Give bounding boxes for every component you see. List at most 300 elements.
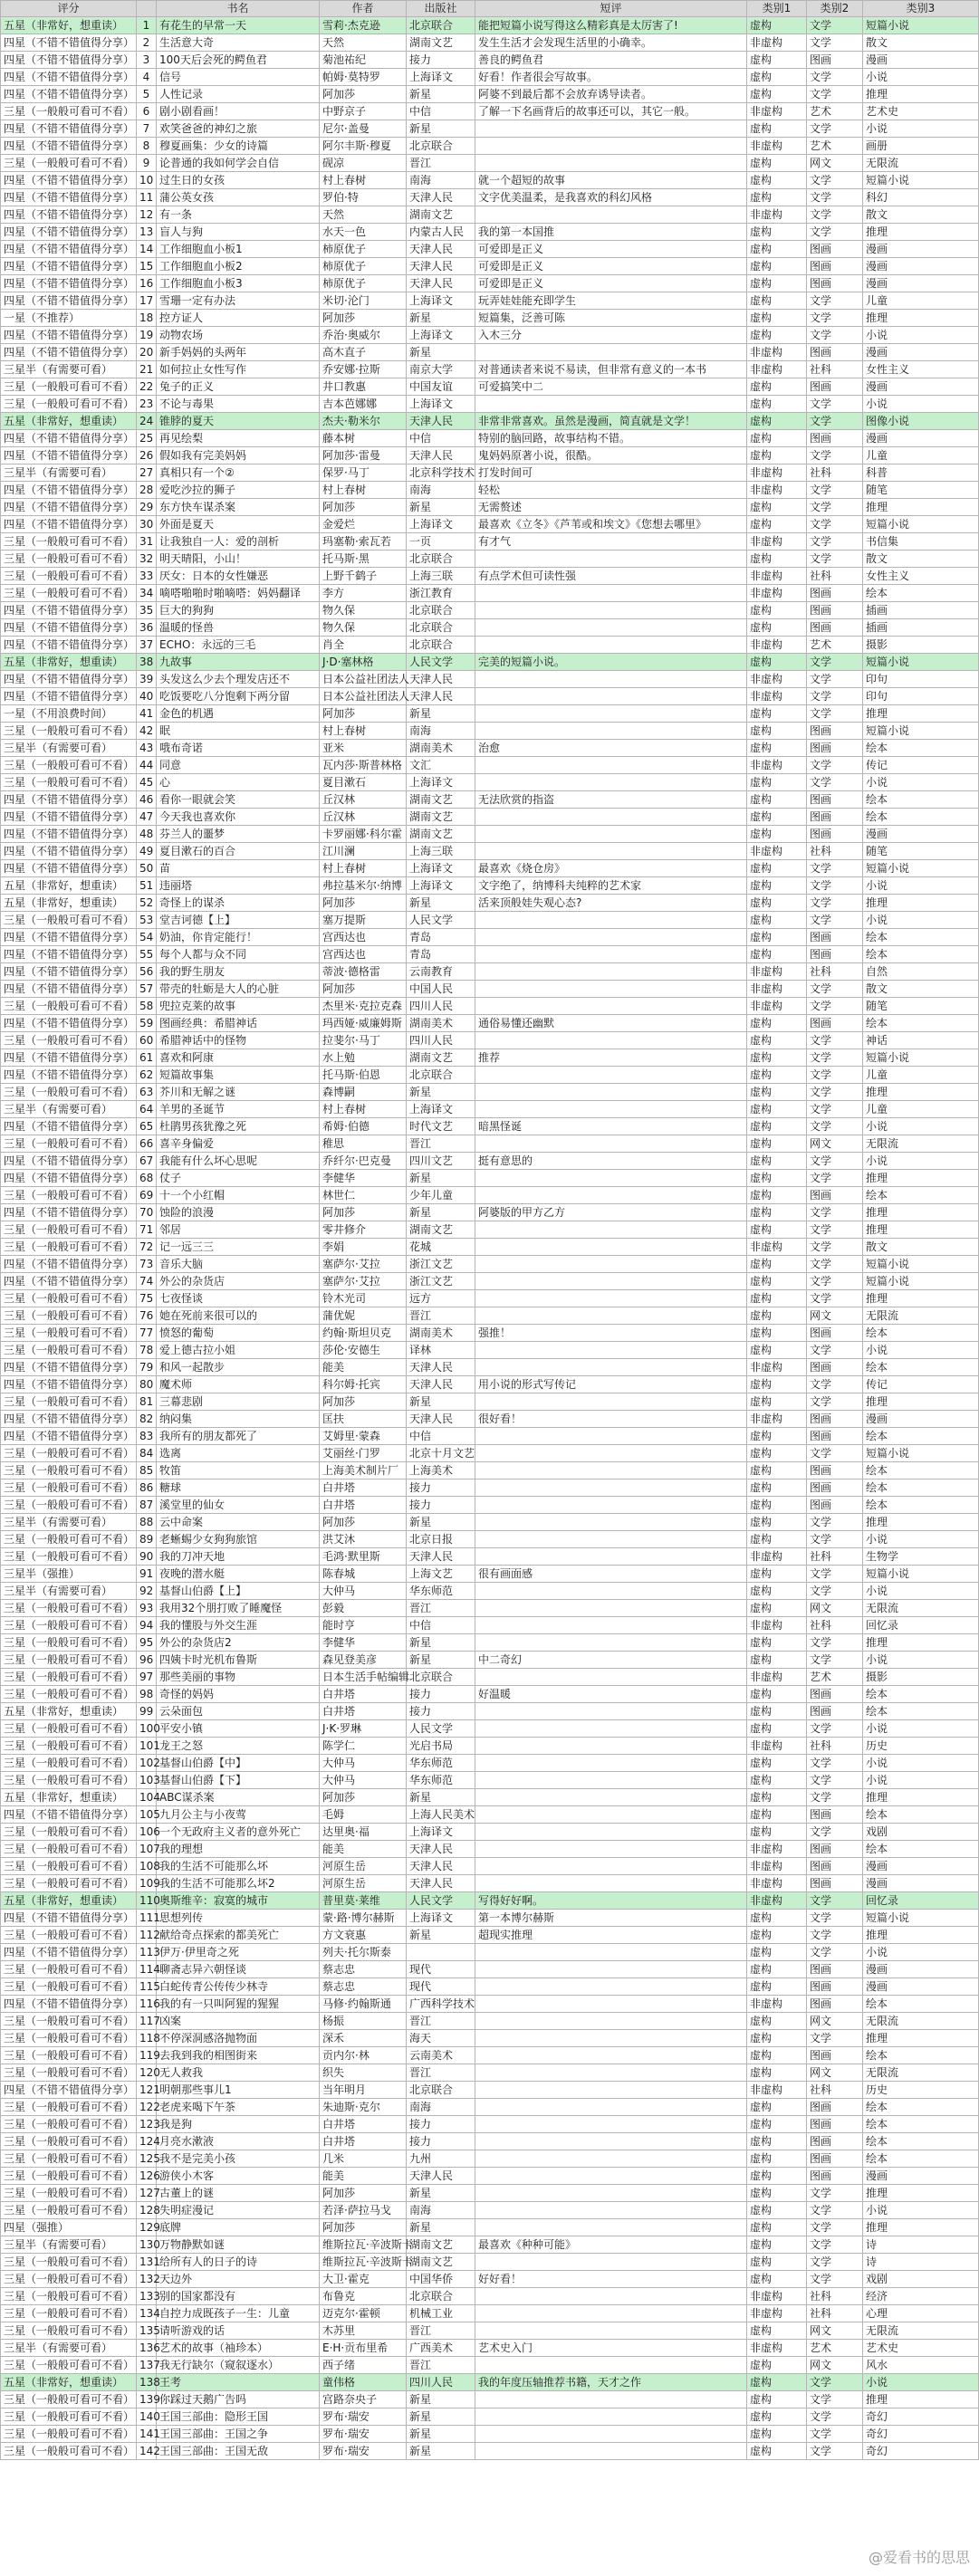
cell-comment[interactable] <box>475 843 747 860</box>
cell-comment[interactable] <box>475 1084 747 1101</box>
cell-category3[interactable]: 短篇小说 <box>863 723 979 740</box>
cell-title[interactable]: 老虎来喝下午茶 <box>157 2099 320 2116</box>
cell-author[interactable]: 李娟 <box>320 1239 407 1256</box>
cell-index[interactable]: 3 <box>137 52 157 69</box>
cell-comment[interactable] <box>475 1359 747 1376</box>
cell-category2[interactable]: 文学 <box>807 774 863 791</box>
cell-publisher[interactable]: 接力 <box>407 1686 475 1703</box>
cell-publisher[interactable]: 机械工业 <box>407 2305 475 2322</box>
cell-title[interactable]: 我的野生朋友 <box>157 963 320 981</box>
cell-category2[interactable]: 文学 <box>807 2271 863 2288</box>
cell-author[interactable]: 乔纤尔·巴克曼 <box>320 1153 407 1170</box>
cell-category3[interactable]: 绘本 <box>863 1015 979 1032</box>
cell-author[interactable]: 陈学仁 <box>320 1738 407 1755</box>
cell-publisher[interactable]: 天津人民 <box>407 189 475 206</box>
cell-author[interactable]: 水上勉 <box>320 1049 407 1067</box>
cell-comment[interactable]: 很有画面感 <box>475 1566 747 1583</box>
cell-publisher[interactable]: 天津人民 <box>407 1841 475 1858</box>
cell-title[interactable]: 喜欢和阿康 <box>157 1049 320 1067</box>
cell-title[interactable]: 那些美丽的事物 <box>157 1669 320 1686</box>
cell-index[interactable]: 2 <box>137 34 157 52</box>
cell-rating[interactable]: 三星（一般般可看可不看） <box>1 1961 137 1978</box>
cell-category3[interactable]: 散文 <box>863 34 979 52</box>
cell-index[interactable]: 93 <box>137 1600 157 1617</box>
cell-index[interactable]: 119 <box>137 2047 157 2064</box>
cell-rating[interactable]: 三星（一般般可看可不看） <box>1 2064 137 2082</box>
cell-author[interactable]: 阿加莎·雷曼 <box>320 447 407 464</box>
cell-category3[interactable]: 插画 <box>863 619 979 637</box>
cell-category1[interactable]: 虚构 <box>747 1772 807 1789</box>
cell-rating[interactable]: 三星（一般般可看可不看） <box>1 1084 137 1101</box>
cell-title[interactable]: 图画经典：希腊神话 <box>157 1015 320 1032</box>
cell-category3[interactable]: 绘本 <box>863 1428 979 1445</box>
cell-category2[interactable]: 文学 <box>807 2443 863 2460</box>
cell-publisher[interactable]: 华东师范 <box>407 1772 475 1789</box>
cell-index[interactable]: 106 <box>137 1824 157 1841</box>
cell-rating[interactable]: 三星（一般般可看可不看） <box>1 378 137 396</box>
cell-category1[interactable]: 虚构 <box>747 1307 807 1325</box>
cell-comment[interactable]: 挺有意思的 <box>475 1153 747 1170</box>
cell-category2[interactable]: 网文 <box>807 2064 863 2082</box>
cell-title[interactable]: 每个人都与众不同 <box>157 946 320 963</box>
cell-title[interactable]: 外公的杂货店2 <box>157 1634 320 1652</box>
cell-category1[interactable]: 虚构 <box>747 327 807 344</box>
cell-rating[interactable]: 三星（一般般可看可不看） <box>1 103 137 120</box>
cell-title[interactable]: 新手妈妈的头两年 <box>157 344 320 361</box>
cell-comment[interactable]: 活来顶般娃失观心态? <box>475 895 747 912</box>
cell-category1[interactable]: 虚构 <box>747 1221 807 1239</box>
cell-index[interactable]: 5 <box>137 86 157 103</box>
cell-rating[interactable]: 三星（一般般可看可不看） <box>1 1634 137 1652</box>
cell-index[interactable]: 138 <box>137 2374 157 2391</box>
cell-publisher[interactable]: 上海译文 <box>407 327 475 344</box>
cell-category3[interactable]: 绘本 <box>863 1703 979 1720</box>
cell-comment[interactable]: 通俗易懂还幽默 <box>475 1015 747 1032</box>
cell-category3[interactable]: 绘本 <box>863 1996 979 2013</box>
cell-category3[interactable]: 绘本 <box>863 740 979 757</box>
cell-title[interactable]: 眠 <box>157 723 320 740</box>
cell-comment[interactable] <box>475 1531 747 1548</box>
cell-category3[interactable]: 小说 <box>863 1153 979 1170</box>
cell-index[interactable]: 98 <box>137 1686 157 1703</box>
cell-author[interactable]: 中野京子 <box>320 103 407 120</box>
cell-rating[interactable]: 三星半（强推） <box>1 1566 137 1583</box>
cell-author[interactable]: 塞万提斯 <box>320 912 407 929</box>
cell-author[interactable]: 蒲优妮 <box>320 1307 407 1325</box>
cell-title[interactable]: 工作细胞血小板1 <box>157 241 320 258</box>
cell-category1[interactable]: 虚构 <box>747 2047 807 2064</box>
cell-comment[interactable] <box>475 2426 747 2443</box>
cell-category3[interactable]: 推理 <box>863 1204 979 1221</box>
cell-author[interactable]: 塞萨尔·艾拉 <box>320 1256 407 1273</box>
cell-category2[interactable]: 网文 <box>807 155 863 172</box>
cell-category3[interactable]: 绘本 <box>863 1497 979 1514</box>
cell-category3[interactable]: 漫画 <box>863 1875 979 1892</box>
cell-rating[interactable]: 三星（一般般可看可不看） <box>1 1531 137 1548</box>
cell-category2[interactable]: 艺术 <box>807 637 863 654</box>
cell-comment[interactable]: 暗黑怪诞 <box>475 1118 747 1135</box>
cell-category1[interactable]: 非虚构 <box>747 361 807 378</box>
cell-index[interactable]: 102 <box>137 1755 157 1772</box>
cell-author[interactable]: 乔治·奥威尔 <box>320 327 407 344</box>
cell-category1[interactable]: 虚构 <box>747 826 807 843</box>
cell-author[interactable]: 蔡志忠 <box>320 1961 407 1978</box>
cell-comment[interactable] <box>475 344 747 361</box>
cell-rating[interactable]: 三星半（有需要可看） <box>1 1514 137 1531</box>
cell-rating[interactable]: 四星（不错不错值得分享） <box>1 1910 137 1927</box>
cell-author[interactable]: 井口教惠 <box>320 378 407 396</box>
cell-category1[interactable]: 非虚构 <box>747 464 807 482</box>
cell-category2[interactable]: 文学 <box>807 877 863 895</box>
cell-comment[interactable] <box>475 2013 747 2030</box>
cell-category3[interactable]: 绘本 <box>863 1480 979 1497</box>
cell-publisher[interactable]: 接力 <box>407 1480 475 1497</box>
cell-comment[interactable]: 第一本博尔赫斯 <box>475 1910 747 1927</box>
cell-title[interactable]: 动物农场 <box>157 327 320 344</box>
cell-category1[interactable]: 虚构 <box>747 1703 807 1720</box>
column-header-title[interactable]: 书名 <box>157 1 320 17</box>
cell-publisher[interactable]: 湖南文艺 <box>407 826 475 843</box>
cell-author[interactable]: 宫路奈央子 <box>320 2391 407 2408</box>
cell-index[interactable]: 86 <box>137 1480 157 1497</box>
cell-title[interactable]: 心 <box>157 774 320 791</box>
cell-category1[interactable]: 虚构 <box>747 723 807 740</box>
cell-author[interactable]: 毛姆 <box>320 1806 407 1824</box>
cell-index[interactable]: 50 <box>137 860 157 877</box>
cell-publisher[interactable]: 新星 <box>407 86 475 103</box>
cell-category1[interactable]: 非虚构 <box>747 34 807 52</box>
cell-comment[interactable]: 我的年度压轴推荐书籍，天才之作 <box>475 2374 747 2391</box>
cell-category2[interactable]: 文学 <box>807 1393 863 1411</box>
cell-title[interactable]: 信号 <box>157 69 320 86</box>
cell-index[interactable]: 22 <box>137 378 157 396</box>
cell-index[interactable]: 24 <box>137 413 157 430</box>
cell-index[interactable]: 126 <box>137 2168 157 2185</box>
cell-author[interactable]: 天然 <box>320 34 407 52</box>
cell-comment[interactable]: 无需赘述 <box>475 499 747 516</box>
cell-comment[interactable] <box>475 1239 747 1256</box>
cell-index[interactable]: 111 <box>137 1910 157 1927</box>
cell-category2[interactable]: 图画 <box>807 1961 863 1978</box>
cell-author[interactable]: 上海美术制片厂 <box>320 1462 407 1480</box>
cell-publisher[interactable]: 北京联合 <box>407 1067 475 1084</box>
cell-category3[interactable]: 短篇小说 <box>863 1445 979 1462</box>
cell-category3[interactable]: 心理 <box>863 2305 979 2322</box>
cell-author[interactable]: 莎伦·安德生 <box>320 1342 407 1359</box>
cell-category2[interactable]: 图画 <box>807 241 863 258</box>
cell-author[interactable]: 村上春树 <box>320 860 407 877</box>
cell-index[interactable]: 1 <box>137 17 157 34</box>
cell-category3[interactable]: 奇幻 <box>863 2408 979 2426</box>
cell-author[interactable]: 夏目漱石 <box>320 774 407 791</box>
cell-title[interactable]: 哦布奇诺 <box>157 740 320 757</box>
cell-category1[interactable]: 虚构 <box>747 1720 807 1738</box>
cell-category1[interactable]: 虚构 <box>747 2116 807 2133</box>
cell-category2[interactable]: 文学 <box>807 34 863 52</box>
cell-title[interactable]: 我的生活不可能那么坏2 <box>157 1875 320 1892</box>
cell-publisher[interactable]: 新星 <box>407 120 475 138</box>
cell-category3[interactable]: 漫画 <box>863 826 979 843</box>
cell-publisher[interactable]: 接力 <box>407 2116 475 2133</box>
cell-title[interactable]: 如何拉止女性写作 <box>157 361 320 378</box>
cell-publisher[interactable]: 新星 <box>407 1393 475 1411</box>
cell-rating[interactable]: 三星（一般般可看可不看） <box>1 2357 137 2374</box>
cell-author[interactable]: 阿加莎 <box>320 895 407 912</box>
cell-category1[interactable]: 非虚构 <box>747 1875 807 1892</box>
cell-publisher[interactable]: 湖南文艺 <box>407 34 475 52</box>
cell-publisher[interactable]: 译林 <box>407 1342 475 1359</box>
cell-rating[interactable]: 三星（一般般可看可不看） <box>1 1325 137 1342</box>
cell-category1[interactable]: 虚构 <box>747 895 807 912</box>
cell-category1[interactable]: 虚构 <box>747 1325 807 1342</box>
cell-category1[interactable]: 虚构 <box>747 1170 807 1187</box>
cell-category3[interactable]: 艺术史 <box>863 103 979 120</box>
cell-category1[interactable]: 虚构 <box>747 1566 807 1583</box>
cell-title[interactable]: 十一个小红帽 <box>157 1187 320 1204</box>
cell-author[interactable]: 匡扶 <box>320 1411 407 1428</box>
cell-title[interactable]: 你踩过天鹅广告吗 <box>157 2391 320 2408</box>
cell-title[interactable]: 我的懂股与外交生涯 <box>157 1617 320 1634</box>
cell-index[interactable]: 32 <box>137 551 157 568</box>
cell-category2[interactable]: 艺术 <box>807 138 863 155</box>
cell-category3[interactable]: 漫画 <box>863 1858 979 1875</box>
cell-rating[interactable]: 五星（非常好，想重读） <box>1 2374 137 2391</box>
cell-title[interactable]: 让我独自一人：爱的剖析 <box>157 533 320 551</box>
cell-category2[interactable]: 文学 <box>807 1445 863 1462</box>
cell-rating[interactable]: 四星（不错不错值得分享） <box>1 120 137 138</box>
cell-index[interactable]: 26 <box>137 447 157 464</box>
cell-category3[interactable]: 漫画 <box>863 1411 979 1428</box>
cell-category3[interactable]: 绘本 <box>863 809 979 826</box>
cell-comment[interactable]: 入木三分 <box>475 327 747 344</box>
cell-category3[interactable]: 儿童 <box>863 447 979 464</box>
cell-author[interactable]: 达里奥·福 <box>320 1824 407 1841</box>
cell-rating[interactable]: 四星（不错不错值得分享） <box>1 602 137 619</box>
cell-title[interactable]: 违丽塔 <box>157 877 320 895</box>
cell-index[interactable]: 51 <box>137 877 157 895</box>
cell-author[interactable]: 阿尔丰斯·穆夏 <box>320 138 407 155</box>
cell-publisher[interactable]: 广西科学技术 <box>407 1996 475 2013</box>
cell-title[interactable]: 爱上德古拉小姐 <box>157 1342 320 1359</box>
cell-category3[interactable]: 漫画 <box>863 344 979 361</box>
cell-title[interactable]: 纳闷集 <box>157 1411 320 1428</box>
cell-index[interactable]: 36 <box>137 619 157 637</box>
cell-publisher[interactable]: 新星 <box>407 1170 475 1187</box>
cell-category2[interactable]: 社科 <box>807 464 863 482</box>
cell-rating[interactable]: 四星（不错不错值得分享） <box>1 138 137 155</box>
cell-rating[interactable]: 四星（不错不错值得分享） <box>1 258 137 275</box>
cell-category2[interactable]: 图画 <box>807 585 863 602</box>
cell-comment[interactable] <box>475 2391 747 2408</box>
cell-author[interactable]: 白井塔 <box>320 2116 407 2133</box>
cell-category3[interactable]: 画册 <box>863 138 979 155</box>
cell-index[interactable]: 130 <box>137 2236 157 2254</box>
cell-category2[interactable]: 图画 <box>807 1462 863 1480</box>
cell-author[interactable]: 瓦内莎·斯普林格 <box>320 757 407 774</box>
cell-index[interactable]: 97 <box>137 1669 157 1686</box>
cell-title[interactable]: 月亮水漱液 <box>157 2133 320 2150</box>
cell-title[interactable]: 生活意大奇 <box>157 34 320 52</box>
cell-category2[interactable]: 文学 <box>807 1772 863 1789</box>
cell-category2[interactable]: 网文 <box>807 1307 863 1325</box>
cell-author[interactable]: 日本公益社团法人 <box>320 671 407 688</box>
cell-category1[interactable]: 非虚构 <box>747 1892 807 1910</box>
cell-author[interactable]: 能美 <box>320 1841 407 1858</box>
cell-index[interactable]: 43 <box>137 740 157 757</box>
cell-category1[interactable]: 虚构 <box>747 396 807 413</box>
cell-comment[interactable]: 了解一下名画背后的故事还可以，其它一般。 <box>475 103 747 120</box>
cell-comment[interactable] <box>475 619 747 637</box>
cell-author[interactable]: 丘汉林 <box>320 809 407 826</box>
cell-author[interactable]: 肖全 <box>320 637 407 654</box>
cell-category1[interactable]: 虚构 <box>747 1961 807 1978</box>
cell-comment[interactable] <box>475 2064 747 2082</box>
cell-category1[interactable]: 虚构 <box>747 2374 807 2391</box>
cell-comment[interactable] <box>475 757 747 774</box>
cell-category2[interactable]: 文学 <box>807 2185 863 2202</box>
cell-title[interactable]: 天边外 <box>157 2271 320 2288</box>
cell-rating[interactable]: 一星（不推荐） <box>1 310 137 327</box>
cell-title[interactable]: 堂吉诃德【上】 <box>157 912 320 929</box>
cell-category1[interactable]: 虚构 <box>747 447 807 464</box>
cell-publisher[interactable]: 广西美术 <box>407 2340 475 2357</box>
cell-rating[interactable]: 三星（一般般可看可不看） <box>1 2391 137 2408</box>
cell-category2[interactable]: 文学 <box>807 1256 863 1273</box>
cell-index[interactable]: 30 <box>137 516 157 533</box>
cell-category1[interactable]: 虚构 <box>747 1153 807 1170</box>
cell-title[interactable]: 一个无政府主义者的意外死亡 <box>157 1824 320 1841</box>
cell-category1[interactable]: 非虚构 <box>747 981 807 998</box>
cell-category3[interactable]: 小说 <box>863 877 979 895</box>
cell-comment[interactable]: 我的第一本国推 <box>475 224 747 241</box>
cell-category3[interactable]: 推理 <box>863 1514 979 1531</box>
cell-author[interactable]: 朱迪斯·克尔 <box>320 2099 407 2116</box>
cell-category3[interactable]: 插画 <box>863 602 979 619</box>
cell-title[interactable]: 喜辛身偏爱 <box>157 1135 320 1153</box>
cell-title[interactable]: 云中命案 <box>157 1514 320 1531</box>
cell-category2[interactable]: 文学 <box>807 1032 863 1049</box>
cell-comment[interactable]: 鬼妈妈原著小说，很酷。 <box>475 447 747 464</box>
cell-publisher[interactable]: 新星 <box>407 705 475 723</box>
cell-index[interactable]: 40 <box>137 688 157 705</box>
cell-category1[interactable]: 虚构 <box>747 654 807 671</box>
cell-title[interactable]: ABC谋杀案 <box>157 1789 320 1806</box>
cell-publisher[interactable]: 上海译文 <box>407 774 475 791</box>
cell-index[interactable]: 107 <box>137 1841 157 1858</box>
cell-comment[interactable] <box>475 155 747 172</box>
cell-rating[interactable]: 三星半（有需要可看） <box>1 361 137 378</box>
cell-title[interactable]: 失明症漫记 <box>157 2202 320 2219</box>
cell-comment[interactable] <box>475 1634 747 1652</box>
cell-comment[interactable]: 无法欣赏的指盗 <box>475 791 747 809</box>
cell-category2[interactable]: 文学 <box>807 1755 863 1772</box>
cell-category2[interactable]: 文学 <box>807 2030 863 2047</box>
cell-comment[interactable]: 文字绝了，纳博科夫纯粹的艺术家 <box>475 877 747 895</box>
cell-category3[interactable]: 无限流 <box>863 1135 979 1153</box>
cell-author[interactable]: 白井塔 <box>320 1480 407 1497</box>
cell-title[interactable]: 欢笑爸爸的神幻之旅 <box>157 120 320 138</box>
cell-title[interactable]: 过生日的女孩 <box>157 172 320 189</box>
cell-category2[interactable]: 图画 <box>807 809 863 826</box>
cell-rating[interactable]: 三星（一般般可看可不看） <box>1 1187 137 1204</box>
cell-category2[interactable]: 社科 <box>807 361 863 378</box>
cell-category3[interactable]: 小说 <box>863 1342 979 1359</box>
cell-category2[interactable]: 图画 <box>807 1875 863 1892</box>
cell-rating[interactable]: 三星（一般般可看可不看） <box>1 1032 137 1049</box>
cell-publisher[interactable]: 云南教育 <box>407 963 475 981</box>
cell-category1[interactable]: 虚构 <box>747 1531 807 1548</box>
cell-title[interactable]: 金色的机遇 <box>157 705 320 723</box>
cell-publisher[interactable]: 新星 <box>407 2219 475 2236</box>
cell-category2[interactable]: 图画 <box>807 275 863 292</box>
cell-author[interactable]: 托马斯·伯恩 <box>320 1067 407 1084</box>
cell-title[interactable]: 老蜥蜴少女狗狗旅馆 <box>157 1531 320 1548</box>
cell-comment[interactable]: 好好看！ <box>475 2271 747 2288</box>
cell-category3[interactable]: 推理 <box>863 2185 979 2202</box>
cell-index[interactable]: 74 <box>137 1273 157 1290</box>
cell-comment[interactable] <box>475 2219 747 2236</box>
cell-publisher[interactable]: 人民文学 <box>407 912 475 929</box>
cell-publisher[interactable]: 北京联合 <box>407 619 475 637</box>
cell-publisher[interactable]: 中信 <box>407 103 475 120</box>
cell-category2[interactable]: 文学 <box>807 1239 863 1256</box>
cell-rating[interactable]: 四星（不错不错值得分享） <box>1 826 137 843</box>
cell-author[interactable]: 能美 <box>320 2168 407 2185</box>
cell-publisher[interactable]: 晋江 <box>407 2013 475 2030</box>
cell-publisher[interactable]: 中国人民 <box>407 981 475 998</box>
cell-category3[interactable]: 小说 <box>863 120 979 138</box>
cell-rating[interactable]: 四星（不错不错值得分享） <box>1 981 137 998</box>
cell-publisher[interactable]: 新星 <box>407 1204 475 1221</box>
cell-category3[interactable]: 小说 <box>863 1531 979 1548</box>
cell-category1[interactable]: 虚构 <box>747 1824 807 1841</box>
cell-index[interactable]: 80 <box>137 1376 157 1393</box>
cell-category3[interactable]: 绘本 <box>863 946 979 963</box>
cell-publisher[interactable]: 北京联合 <box>407 17 475 34</box>
cell-comment[interactable]: 超现实推理 <box>475 1927 747 1944</box>
cell-comment[interactable] <box>475 1703 747 1720</box>
cell-publisher[interactable]: 上海译文 <box>407 516 475 533</box>
cell-category1[interactable]: 虚构 <box>747 499 807 516</box>
cell-comment[interactable] <box>475 551 747 568</box>
cell-author[interactable]: 木苏里 <box>320 2322 407 2340</box>
cell-category1[interactable]: 虚构 <box>747 1514 807 1531</box>
cell-publisher[interactable]: 新星 <box>407 1789 475 1806</box>
cell-rating[interactable]: 四星（不错不错值得分享） <box>1 1996 137 2013</box>
cell-comment[interactable]: 很好看！ <box>475 1411 747 1428</box>
cell-category3[interactable]: 传记 <box>863 757 979 774</box>
cell-comment[interactable] <box>475 723 747 740</box>
cell-author[interactable]: 艾姆里·蒙森 <box>320 1428 407 1445</box>
cell-comment[interactable] <box>475 2133 747 2150</box>
cell-category2[interactable]: 图画 <box>807 1996 863 2013</box>
cell-rating[interactable]: 三星（一般般可看可不看） <box>1 1686 137 1703</box>
cell-comment[interactable] <box>475 2168 747 2185</box>
cell-category3[interactable]: 历史 <box>863 2082 979 2099</box>
cell-author[interactable]: 水天一色 <box>320 224 407 241</box>
cell-author[interactable]: 阿加莎 <box>320 705 407 723</box>
cell-rating[interactable]: 三星（一般般可看可不看） <box>1 568 137 585</box>
cell-index[interactable]: 83 <box>137 1428 157 1445</box>
cell-title[interactable]: 去我到我的相图街来 <box>157 2047 320 2064</box>
cell-category3[interactable]: 推理 <box>863 2391 979 2408</box>
cell-publisher[interactable]: 南京大学 <box>407 361 475 378</box>
cell-rating[interactable]: 三星（一般般可看可不看） <box>1 1841 137 1858</box>
cell-category3[interactable]: 小说 <box>863 1583 979 1600</box>
cell-publisher[interactable]: 北京科学技术 <box>407 464 475 482</box>
cell-comment[interactable]: 好温暖 <box>475 1686 747 1703</box>
cell-comment[interactable] <box>475 1170 747 1187</box>
